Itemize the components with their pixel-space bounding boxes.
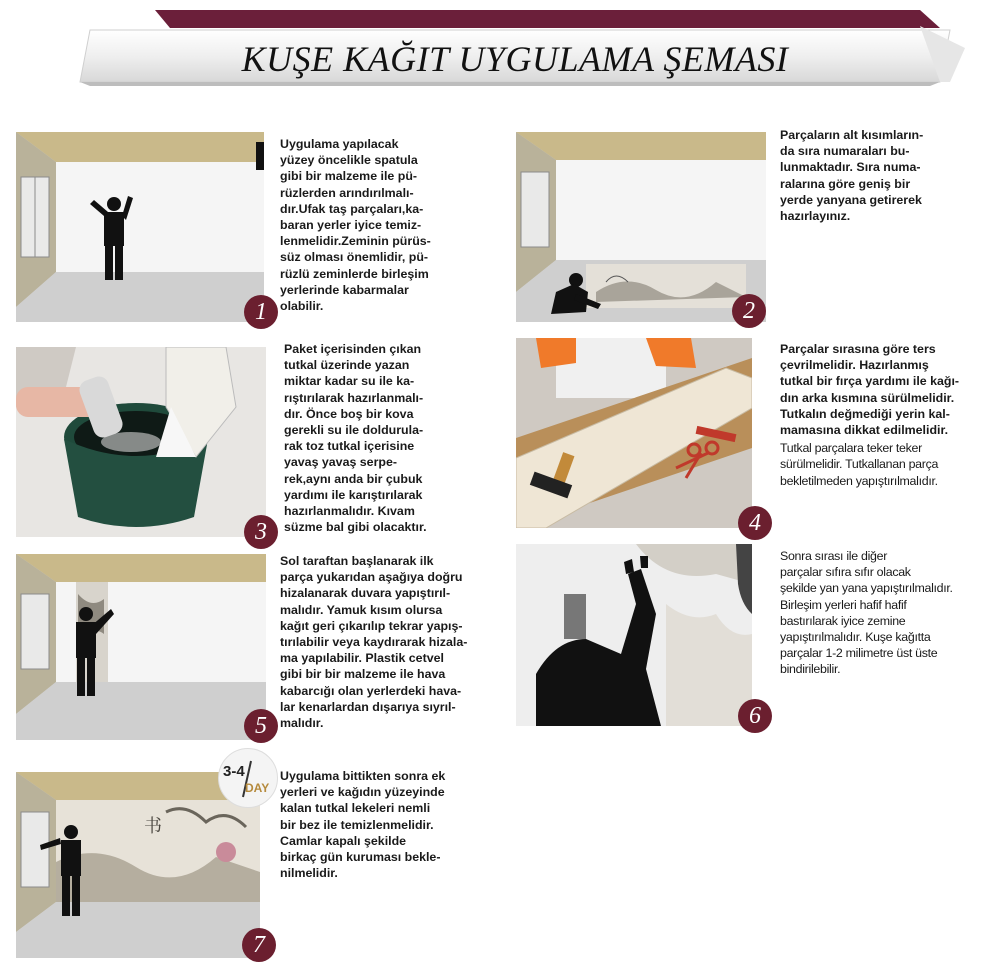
svg-text:书: 书 [144, 816, 162, 837]
step-5-text: Sol taraftan başlanarak ilk parça yukarıdan aşağıya doğru hizalanarak duvara yapıştırıl- malıdır. Yamuk kısım olursa kağıt geri çıkarılıp tekrar yapış- tırılabilir veya kaydırarak hizala- ma yapılabilir. Plastik cetvel gibi bir bir malzeme ile hava kabarcığı olan yerlerdeki hava- lar kenarlardan dışarıya sıyrıl- malıdır. [280, 554, 468, 731]
drying-days-badge [218, 748, 278, 808]
finished-wallpaper-mural [56, 800, 260, 902]
step-7-text: Uygulama bittikten sonra ek yerleri ve kağıdın yüzeyinde kalan tutkal lekeleri nemli bir bez ile temizlenmelidir. Camlar kapalı şekilde birkaç gün kuruması bekle- nilmelidir. [280, 769, 446, 881]
step-7-number-badge: 7 [242, 928, 276, 962]
drying-days-unit: DAY [245, 781, 270, 795]
step-4-text: Parçalar sırasına göre ters çevrilmelidir. Hazırlanmış tutkal bir fırça yardımı ile kağı- dın arka kısmına sürülmelidir. Tutkalın değmediği yerin kal- mamasına dikkat edilmelidir. Tutkal parçalara teker teker sürülmelidir. Tutkallanan parça bekletilmeden yapıştırılmalıdır. [780, 342, 960, 488]
step-3-text: Paket içerisinden çıkan tutkal üzerinde yazan miktar kadar su ile ka- rıştırılarak hazırlanmalı- dır. Önce boş bir kova gerekli su ile doldurula- rak toz tutkal içerisine yavaş yavaş serpe- rek,aynı anda bir çubuk yardımı ile karıştırılarak hazırlanmalıdır. Kıvam süzme bal gibi olacaktır. [284, 342, 427, 535]
step-1-text: Uygulama yapılacak yüzey öncelikle spatula gibi bir malzeme ile pü- rüzlerden arındırılmalı- dır.Ufak taş parçaları,ka- baran yerler iyice temiz- lenmelidir.Zeminin pürüs- süz olması önemlidir, pü- rüzlü zeminlerde birleşim yerlerinde kabarmalar olabilir. [280, 137, 431, 314]
step-3-image [16, 347, 266, 537]
step-1-number-badge: 1 [244, 295, 278, 329]
step-5-image [16, 554, 266, 740]
step-6-image [516, 544, 752, 726]
title-banner [60, 8, 970, 88]
wallpaper-pieces-on-floor [586, 264, 746, 308]
step-6-number-badge: 6 [738, 699, 772, 733]
drying-days-count: 3-4 [223, 763, 245, 780]
step-2-text: Parçaların alt kısımların- da sıra numaraları bu- lunmaktadır. Sıra numa- ralarına göre geniş bir yerde yanyana getirerek hazırlayınız. [780, 128, 924, 224]
step-6-text: Sonra sırası ile diğer parçalar sıfıra sıfır olacak şekilde yan yana yapıştırılmalıdır. Birleşim yerleri hafif hafif bastırılarak iyice zemine yapıştırılmalıdır. Kuşe kağıtta parçalar 1-2 milimetre üst üste bindirilebilir. [780, 549, 953, 677]
step-2-image [516, 132, 766, 322]
step-4-image [516, 338, 752, 528]
step-4-number-badge: 4 [738, 506, 772, 540]
page-title: KUŞE KAĞIT UYGULAMA ŞEMASI [241, 39, 789, 79]
step-2-number-badge: 2 [732, 294, 766, 328]
step-5-number-badge: 5 [244, 709, 278, 743]
step-3-number-badge: 3 [244, 515, 278, 549]
step-1-image [16, 132, 264, 322]
